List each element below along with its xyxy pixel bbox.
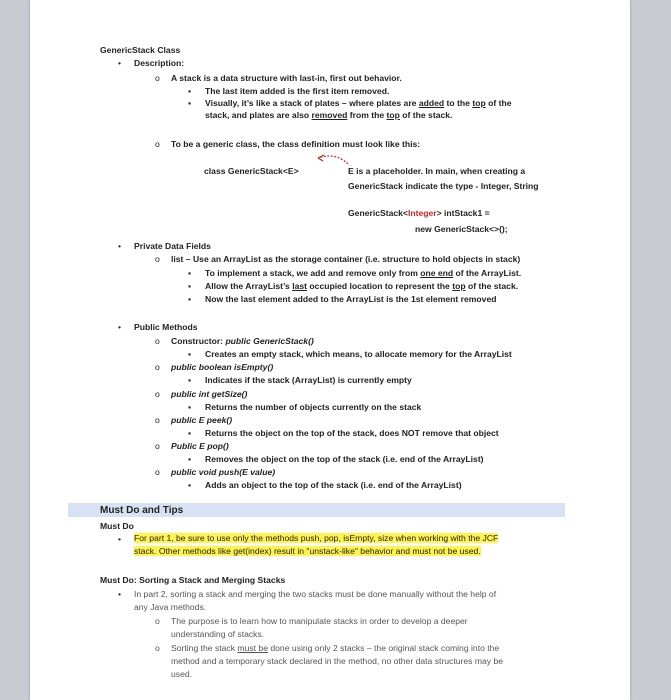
- circle-bullet: o: [155, 643, 160, 653]
- sorting-purpose-line-1: The purpose is to learn how to manipulate stacks in order to develop a deeper: [171, 616, 468, 626]
- method-push-desc: Adds an object to the top of the stack (i.e. end of the ArrayList): [205, 480, 462, 490]
- sorting-purpose-line-2: understanding of stacks.: [171, 629, 265, 639]
- method-getsize: public int getSize(): [171, 389, 248, 399]
- sorting-rule-line-1: Sorting the stack must be done using only 2 stacks – the original stack coming into the: [171, 643, 500, 653]
- description-heading: Description:: [134, 58, 185, 68]
- placeholder-note-line-2: GenericStack indicate the type - Integer, String: [348, 181, 539, 191]
- description-sub-1: The last item added is the first item removed.: [205, 86, 390, 96]
- private-field-sub-1: To implement a stack, we add and remove only from one end of the ArrayList.: [205, 268, 522, 278]
- bullet: •: [118, 322, 122, 332]
- sorting-heading: Must Do: Sorting a Stack and Merging Stacks: [100, 575, 286, 585]
- code-generic-declaration: GenericStack<Integer> intStack1 =: [348, 208, 490, 218]
- square-bullet: ▪: [188, 480, 192, 490]
- private-field-sub-3: Now the last element added to the ArrayList is the 1st element removed: [205, 294, 497, 304]
- method-pop-desc: Removes the object on the top of the stack (i.e. end of the ArrayList): [205, 454, 484, 464]
- method-push: public void push(E value): [171, 467, 276, 477]
- sorting-part2-line-1: In part 2, sorting a stack and merging the two stacks must be done manually without the help of: [134, 589, 497, 599]
- method-isempty-desc: Indicates if the stack (ArrayList) is currently empty: [205, 375, 412, 385]
- circle-bullet: o: [155, 73, 160, 83]
- circle-bullet: o: [155, 616, 160, 626]
- sorting-part2-line-2: any Java methods.: [134, 602, 207, 612]
- placeholder-note-line-1: E is a placeholder. In main, when creating a: [348, 166, 526, 176]
- square-bullet: ▪: [188, 294, 192, 304]
- code-generic-declaration-line-2: new GenericStack<>();: [415, 224, 508, 234]
- description-sub-2: Visually, it’s like a stack of plates – where plates are added to the top of the: [205, 98, 512, 108]
- circle-bullet: o: [155, 389, 160, 399]
- sorting-rule-line-2: method and a temporary stack declared in the method, no other data structures may be: [171, 656, 503, 666]
- method-peek: public E peek(): [171, 415, 233, 425]
- square-bullet: ▪: [188, 268, 192, 278]
- circle-bullet: o: [155, 254, 160, 264]
- square-bullet: ▪: [188, 281, 192, 291]
- private-fields-heading: Private Data Fields: [134, 241, 211, 251]
- square-bullet: ▪: [188, 375, 192, 385]
- description-point-1: A stack is a data structure with last-in, first out behavior.: [171, 73, 402, 83]
- method-pop: Public E pop(): [171, 441, 229, 451]
- sorting-rule-line-3: used.: [171, 669, 193, 679]
- circle-bullet: o: [155, 139, 160, 149]
- must-do-part1-line-2: stack. Other methods like get(index) result in "unstack-like" behavior and must not be used.: [134, 546, 481, 556]
- circle-bullet: o: [155, 467, 160, 477]
- square-bullet: ▪: [188, 402, 192, 412]
- square-bullet: ▪: [188, 86, 192, 96]
- bullet: •: [118, 58, 122, 68]
- description-sub-2-line-2: stack, and plates are also removed from the top of the stack.: [205, 110, 453, 120]
- method-constructor: Constructor: public GenericStack(): [171, 336, 314, 346]
- description-point-2: To be a generic class, the class definition must look like this:: [171, 139, 421, 149]
- must-do-part1-line-1: For part 1, be sure to use only the methods push, pop, isEmpty, size when working with the JCF: [134, 533, 499, 543]
- method-constructor-desc: Creates an empty stack, which means, to allocate memory for the ArrayList: [205, 349, 512, 359]
- square-bullet: ▪: [188, 454, 192, 464]
- private-field-list: list – Use an ArrayList as the storage container (i.e. structure to hold objects in stack): [171, 254, 521, 264]
- must-do-section-title: Must Do and Tips: [100, 505, 184, 516]
- public-methods-heading: Public Methods: [134, 322, 198, 332]
- class-title: GenericStack Class: [100, 45, 181, 55]
- square-bullet: ▪: [188, 349, 192, 359]
- bullet: •: [118, 534, 122, 544]
- method-getsize-desc: Returns the number of objects currently on the stack: [205, 402, 422, 412]
- must-do-subheading: Must Do: [100, 521, 134, 531]
- arrow-icon: [312, 150, 352, 168]
- circle-bullet: o: [155, 362, 160, 372]
- circle-bullet: o: [155, 441, 160, 451]
- square-bullet: ▪: [188, 98, 192, 108]
- method-peek-desc: Returns the object on the top of the stack, does NOT remove that object: [205, 428, 499, 438]
- code-class-declaration: class GenericStack<E>: [204, 166, 299, 176]
- circle-bullet: o: [155, 336, 160, 346]
- bullet: •: [118, 241, 122, 251]
- private-field-sub-2: Allow the ArrayList’s last occupied location to represent the top of the stack.: [205, 281, 519, 291]
- circle-bullet: o: [155, 415, 160, 425]
- square-bullet: ▪: [188, 428, 192, 438]
- bullet: •: [118, 589, 122, 599]
- method-isempty: public boolean isEmpty(): [171, 362, 274, 372]
